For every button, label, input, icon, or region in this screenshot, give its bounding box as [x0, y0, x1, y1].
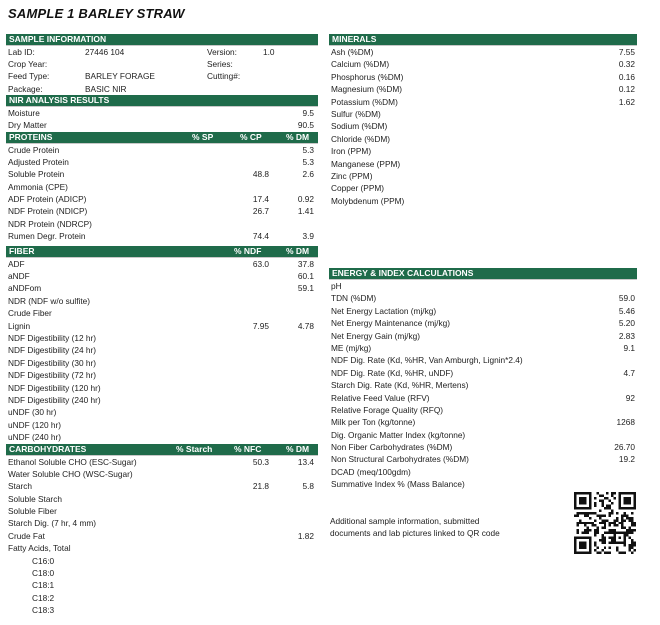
fiber-value-c2: 60.1	[297, 271, 314, 282]
energy-label: Dig. Organic Matter Index (kg/tonne)	[331, 429, 466, 440]
fiber-col-ndf: % NDF	[234, 245, 262, 256]
energy-row	[329, 354, 637, 366]
mineral-label: Chloride (%DM)	[331, 133, 391, 144]
nir-value-value: 90.5	[297, 120, 314, 131]
carb-row	[6, 480, 318, 492]
fiber-row	[6, 258, 318, 270]
fiber-row	[6, 270, 318, 282]
carb-label: C18:2	[32, 592, 55, 603]
protein-row	[6, 168, 318, 180]
fiber-row	[6, 307, 318, 319]
energy-value-value: 19.2	[618, 454, 635, 465]
mineral-label: Molybdenum (PPM)	[331, 195, 405, 206]
mineral-row	[329, 133, 637, 145]
fiber-label: aNDFom	[8, 283, 42, 294]
protein-value-c3: 3.9	[302, 231, 314, 242]
energy-label: Summative Index % (Mass Balance)	[331, 479, 465, 490]
carbohydrates-title: CARBOHYDRATES	[9, 443, 87, 454]
fiber-row	[6, 406, 318, 418]
fiber-row	[6, 320, 318, 332]
energy-row	[329, 441, 637, 453]
energy-label: DCAD (meq/100gdm)	[331, 466, 411, 477]
feed-type-label: Feed Type:	[8, 71, 50, 82]
energy-value-value: 5.20	[618, 318, 635, 329]
fiber-row	[6, 344, 318, 356]
energy-value-value: 5.46	[618, 305, 635, 316]
mineral-label: Copper (PPM)	[331, 183, 385, 194]
protein-value-c2: 26.7	[252, 206, 269, 217]
qr-note-line-1: Additional sample information, submitted	[330, 516, 480, 526]
energy-row	[329, 404, 637, 416]
carbohydrates-table	[6, 456, 318, 617]
energy-row	[329, 317, 637, 329]
carb-label: Crude Fat	[8, 530, 45, 541]
carb-row	[6, 493, 318, 505]
fiber-label: Crude Fiber	[8, 308, 52, 319]
energy-label: Relative Forage Quality (RFQ)	[331, 404, 444, 415]
mineral-row	[329, 158, 637, 170]
fiber-label: uNDF (120 hr)	[8, 419, 62, 430]
mineral-row	[329, 108, 637, 120]
fiber-col-dm: % DM	[286, 245, 310, 256]
lab-id-value: 27446 104	[85, 47, 125, 57]
protein-row	[6, 230, 318, 242]
version-label: Version:	[207, 47, 237, 57]
mineral-row	[329, 96, 637, 108]
right-column	[329, 34, 637, 207]
protein-row	[6, 144, 318, 156]
carb-row	[6, 517, 318, 529]
mineral-row	[329, 182, 637, 194]
protein-label: Ammonia (CPE)	[8, 181, 68, 192]
energy-label: TDN (%DM)	[331, 293, 377, 304]
report-title: SAMPLE 1 BARLEY STRAW	[8, 6, 185, 21]
mineral-row	[329, 71, 637, 83]
energy-row	[329, 478, 637, 490]
proteins-header	[6, 132, 318, 144]
mineral-value-value: 0.12	[618, 84, 635, 95]
proteins-title: PROTEINS	[9, 131, 53, 142]
feed-type-value: BARLEY FORAGE	[85, 71, 155, 82]
proteins-col-sp: % SP	[192, 131, 214, 142]
protein-label: NDF Protein (NDICP)	[8, 206, 88, 217]
energy-row	[329, 367, 637, 379]
sample-information-table	[6, 46, 318, 95]
fiber-label: NDF Digestibility (72 hr)	[8, 370, 97, 381]
mineral-label: Zinc (PPM)	[331, 170, 373, 181]
nir-label: Dry Matter	[8, 120, 47, 131]
series-label: Series:	[207, 59, 233, 70]
protein-value-c3: 2.6	[302, 169, 314, 180]
energy-row	[329, 330, 637, 342]
protein-row	[6, 181, 318, 193]
energy-value-value: 1268	[616, 417, 635, 428]
fiber-value-c1: 63.0	[252, 258, 269, 269]
crop-year-label: Crop Year:	[8, 59, 48, 70]
carb-value-c2: 50.3	[252, 456, 269, 467]
mineral-row	[329, 120, 637, 132]
fiber-row	[6, 282, 318, 294]
version-value: 1.0	[263, 47, 275, 57]
protein-label: Rumen Degr. Protein	[8, 231, 86, 242]
energy-header	[329, 268, 637, 280]
fiber-row	[6, 431, 318, 443]
energy-value-value: 9.1	[623, 342, 635, 353]
protein-value-c3: 0.92	[297, 194, 314, 205]
mineral-label: Sulfur (%DM)	[331, 108, 381, 119]
mineral-label: Iron (PPM)	[331, 146, 372, 157]
fiber-label: NDF Digestibility (30 hr)	[8, 357, 97, 368]
mineral-label: Phosphorus (%DM)	[331, 71, 404, 82]
fiber-label: NDF Digestibility (12 hr)	[8, 333, 97, 343]
energy-label: Non Structural Carbohydrates (%DM)	[331, 454, 469, 465]
energy-label: pH	[331, 281, 342, 291]
fiber-label: uNDF (240 hr)	[8, 432, 62, 443]
carb-row	[6, 542, 318, 554]
protein-label: NDR Protein (NDRCP)	[8, 218, 92, 229]
carbohydrates-header	[6, 444, 318, 456]
carb-row	[6, 468, 318, 480]
energy-label: Starch Dig. Rate (Kd, %HR, Mertens)	[331, 380, 469, 391]
fiber-value-c1: 7.95	[252, 320, 269, 331]
carb-label: Water Soluble CHO (WSC-Sugar)	[8, 468, 133, 479]
energy-label: Non Fiber Carbohydrates (%DM)	[331, 442, 453, 453]
fiber-label: NDF Digestibility (120 hr)	[8, 382, 101, 393]
carb-row	[6, 567, 318, 579]
energy-label: ME (mj/kg)	[331, 342, 372, 353]
proteins-col-dm: % DM	[286, 131, 310, 142]
mineral-row	[329, 170, 637, 182]
energy-value-value: 59.0	[618, 293, 635, 304]
protein-label: Crude Protein	[8, 144, 60, 155]
energy-row	[329, 453, 637, 465]
energy-label: Net Energy Lactation (mj/kg)	[331, 305, 437, 316]
energy-label: Net Energy Gain (mj/kg)	[331, 330, 420, 341]
energy-row	[329, 429, 637, 441]
proteins-table	[6, 144, 318, 243]
energy-label: NDF Dig. Rate (Kd, %HR, Van Amburgh, Lignin*2.4)	[331, 355, 523, 366]
carbohydrates-col-nfc: % NFC	[234, 443, 262, 454]
energy-label: Relative Feed Value (RFV)	[331, 392, 430, 403]
protein-value-c3: 1.41	[297, 206, 314, 217]
mineral-row	[329, 46, 637, 58]
fiber-title: FIBER	[9, 245, 35, 256]
energy-row	[329, 466, 637, 478]
nir-analysis-title: NIR ANALYSIS RESULTS	[9, 94, 110, 105]
proteins-col-cp: % CP	[240, 131, 262, 142]
carb-row	[6, 530, 318, 542]
mineral-label: Potassium (%DM)	[331, 96, 398, 107]
qr-note-line-2: documents and lab pictures linked to QR code	[330, 528, 500, 538]
energy-value-value: 2.83	[618, 330, 635, 341]
carb-row	[6, 579, 318, 591]
carb-row	[6, 505, 318, 517]
energy-section	[329, 268, 637, 491]
fiber-row	[6, 394, 318, 406]
qr-note	[330, 515, 560, 539]
mineral-label: Ash (%DM)	[331, 47, 374, 57]
protein-label: Adjusted Protein	[8, 156, 69, 167]
mineral-value-value: 1.62	[618, 96, 635, 107]
carb-label: C18:0	[32, 568, 55, 579]
carb-label: C16:0	[32, 555, 55, 566]
sample-information-header	[6, 34, 318, 46]
carb-label: Ethanol Soluble CHO (ESC-Sugar)	[8, 456, 137, 467]
fiber-value-c2: 37.8	[297, 258, 314, 269]
minerals-header	[329, 34, 637, 46]
nir-row	[6, 107, 318, 119]
energy-row	[329, 292, 637, 304]
protein-value-c2: 17.4	[252, 194, 269, 205]
fiber-table	[6, 258, 318, 444]
protein-value-c3: 5.3	[302, 144, 314, 155]
energy-row	[329, 392, 637, 404]
mineral-label: Magnesium (%DM)	[331, 84, 402, 95]
energy-value-value: 4.7	[623, 367, 635, 378]
carb-row	[6, 592, 318, 604]
nir-row	[6, 119, 318, 131]
energy-label: Milk per Ton (kg/tonne)	[331, 417, 416, 428]
minerals-title: MINERALS	[332, 34, 377, 44]
carbohydrates-col-starch: % Starch	[176, 443, 213, 454]
protein-row	[6, 218, 318, 230]
nir-label: Moisture	[8, 107, 40, 118]
sample-information-title: SAMPLE INFORMATION	[9, 34, 107, 44]
fiber-label: ADF	[8, 258, 25, 269]
carbohydrates-col-dm: % DM	[286, 443, 310, 454]
protein-label: Soluble Protein	[8, 169, 65, 180]
fiber-value-c2: 4.78	[297, 320, 314, 331]
fiber-row	[6, 295, 318, 307]
cutting-label: Cutting#:	[207, 71, 241, 82]
mineral-value-value: 0.32	[618, 59, 635, 70]
carb-value-c3: 1.82	[297, 530, 314, 541]
nir-analysis-header	[6, 95, 318, 107]
energy-row	[329, 280, 637, 292]
energy-label: NDF Dig. Rate (Kd, %HR, uNDF)	[331, 367, 454, 378]
mineral-row	[329, 145, 637, 157]
fiber-row	[6, 369, 318, 381]
energy-row	[329, 305, 637, 317]
carb-value-c2: 21.8	[252, 481, 269, 492]
energy-table	[329, 280, 637, 491]
carb-label: C18:3	[32, 605, 55, 616]
energy-value-value: 26.70	[614, 442, 635, 453]
nir-analysis-table	[6, 107, 318, 132]
qr-code-graphic	[574, 492, 636, 554]
energy-row	[329, 379, 637, 391]
fiber-label: Lignin	[8, 320, 31, 331]
fiber-label: aNDF	[8, 271, 30, 282]
mineral-value-value: 7.55	[618, 47, 635, 57]
energy-label: Net Energy Maintenance (mj/kg)	[331, 318, 450, 329]
fiber-row	[6, 419, 318, 431]
nir-value-value: 9.5	[302, 107, 314, 118]
package-value: BASIC NIR	[85, 83, 127, 94]
qr-code-icon[interactable]	[574, 492, 636, 554]
carb-label: Starch	[8, 481, 32, 492]
protein-value-c2: 74.4	[252, 231, 269, 242]
mineral-label: Calcium (%DM)	[331, 59, 390, 70]
package-label: Package:	[8, 83, 43, 94]
carb-row	[6, 555, 318, 567]
fiber-label: NDF Digestibility (24 hr)	[8, 345, 97, 356]
carb-label: Starch Dig. (7 hr, 4 mm)	[8, 518, 97, 529]
minerals-table	[329, 46, 637, 207]
carb-label: C18:1	[32, 580, 55, 591]
protein-value-c2: 48.8	[252, 169, 269, 180]
protein-row	[6, 205, 318, 217]
carb-value-c3: 5.8	[302, 481, 314, 492]
mineral-label: Sodium (%DM)	[331, 121, 388, 132]
energy-row	[329, 342, 637, 354]
fiber-row	[6, 357, 318, 369]
mineral-label: Manganese (PPM)	[331, 158, 401, 169]
carb-label: Soluble Starch	[8, 493, 62, 504]
mineral-value-value: 0.16	[618, 71, 635, 82]
mineral-row	[329, 195, 637, 207]
protein-row	[6, 156, 318, 168]
carb-row	[6, 604, 318, 616]
protein-label: ADF Protein (ADICP)	[8, 194, 87, 205]
left-column	[6, 34, 318, 617]
carb-label: Fatty Acids, Total	[8, 543, 71, 554]
carb-row	[6, 456, 318, 468]
energy-title: ENERGY & INDEX CALCULATIONS	[332, 268, 474, 278]
energy-value-value: 92	[625, 392, 635, 403]
fiber-label: NDF Digestibility (240 hr)	[8, 394, 101, 405]
fiber-row	[6, 382, 318, 394]
lab-id-label: Lab ID:	[8, 47, 35, 57]
fiber-row	[6, 332, 318, 344]
fiber-value-c2: 59.1	[297, 283, 314, 294]
fiber-header	[6, 246, 318, 258]
carb-label: Soluble Fiber	[8, 506, 57, 517]
protein-row	[6, 193, 318, 205]
carb-value-c3: 13.4	[297, 456, 314, 467]
mineral-row	[329, 58, 637, 70]
fiber-label: NDR (NDF w/o sulfite)	[8, 295, 91, 306]
protein-value-c3: 5.3	[302, 156, 314, 167]
fiber-label: uNDF (30 hr)	[8, 407, 57, 418]
mineral-row	[329, 83, 637, 95]
energy-row	[329, 416, 637, 428]
